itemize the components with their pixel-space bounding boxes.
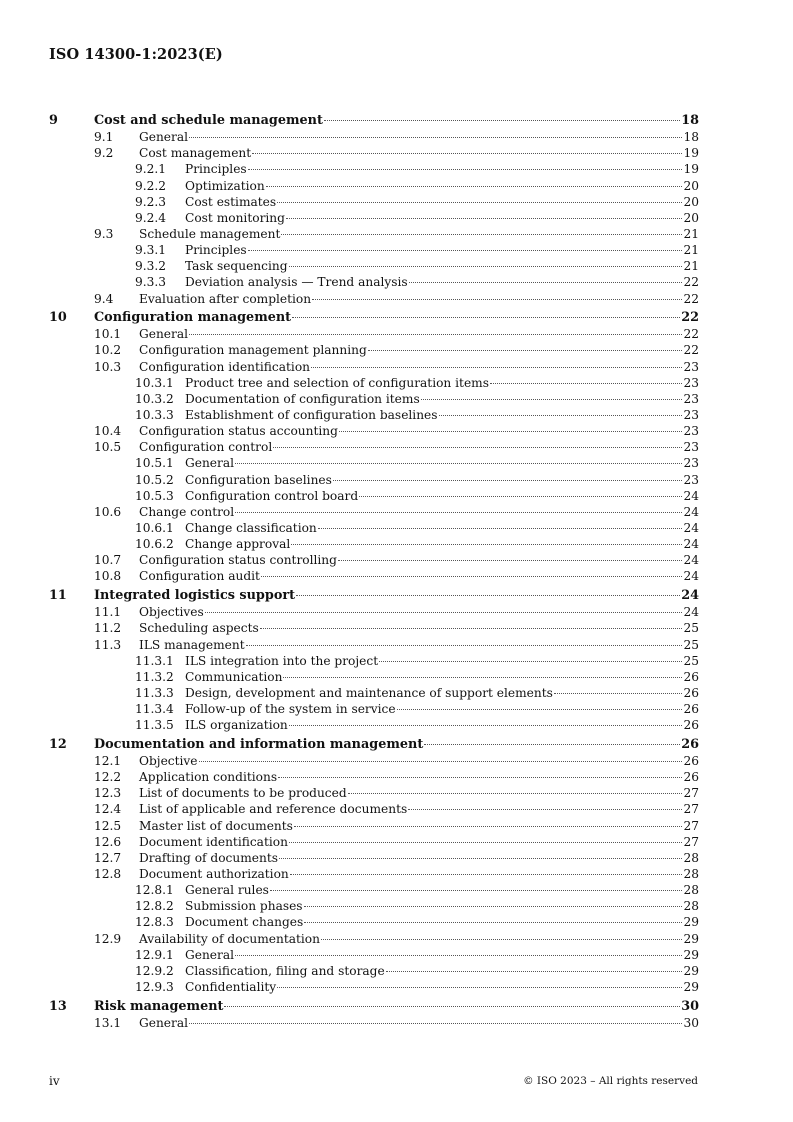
toc-entry-page: 19 [683, 146, 699, 161]
toc-entry-title: Risk management [94, 998, 224, 1014]
toc-entry-page: 29 [683, 963, 699, 978]
toc-entry[interactable] [49, 504, 699, 520]
toc-entry-title: General rules [185, 883, 269, 898]
dot-leader [291, 544, 682, 545]
dot-leader [273, 447, 682, 448]
toc-entry-title: Classification, filing and storage [185, 963, 385, 978]
toc-entry-title: Documentation and information management [94, 736, 424, 752]
toc-entry[interactable] [49, 178, 699, 194]
toc-entry-title: Change control [139, 504, 235, 519]
toc-entry-page: 24 [683, 569, 699, 584]
dot-leader [368, 350, 683, 351]
toc-entry-title: General [185, 456, 234, 471]
toc-entry[interactable] [49, 359, 699, 375]
dot-leader [277, 202, 682, 203]
toc-entry-title: General [139, 327, 188, 342]
toc-entry[interactable] [49, 568, 699, 584]
dot-leader [189, 137, 682, 138]
toc-entry-page: 27 [683, 818, 699, 833]
dot-leader [235, 463, 682, 464]
toc-entry-number: 10.3.3 [135, 408, 174, 423]
toc-entry-page: 23 [683, 359, 699, 374]
toc-entry[interactable] [49, 455, 699, 471]
toc-entry-title: Configuration management planning [139, 343, 367, 358]
dot-leader [290, 874, 683, 875]
dot-leader [338, 560, 683, 561]
dot-leader [292, 317, 680, 318]
toc-chapter-entry[interactable] [49, 999, 699, 1015]
dot-leader [408, 809, 682, 810]
toc-entry-number: 10.5.1 [135, 456, 174, 471]
toc-entry-page: 28 [683, 883, 699, 898]
toc-entry-title: ILS organization [185, 718, 288, 733]
toc-entry-title: List of documents to be produced [139, 786, 347, 801]
toc-entry-title: Evaluation after completion [139, 291, 312, 306]
dot-leader [224, 1006, 680, 1007]
toc-entry-title: Establishment of configuration baselines [185, 408, 438, 423]
toc-entry-page: 19 [683, 162, 699, 177]
toc-entry-number: 9.1 [94, 130, 114, 145]
toc-entry-number: 12.5 [94, 818, 122, 833]
toc-entry-page: 22 [683, 327, 699, 342]
toc-entry-number: 10.1 [94, 327, 122, 342]
toc-entry-title: Submission phases [185, 899, 303, 914]
toc-entry-number: 10.8 [94, 569, 122, 584]
toc-entry-title: Cost and schedule management [94, 113, 323, 128]
toc-entry-title: Configuration identification [139, 359, 310, 374]
toc-entry[interactable] [49, 242, 699, 258]
toc-entry-number: 10.5.3 [135, 488, 174, 503]
toc-entry-title: Design, development and maintenance of support elements [185, 685, 553, 700]
toc-entry-number: 13.1 [94, 1015, 122, 1030]
toc-entry[interactable] [49, 604, 699, 620]
toc-entry-number: 10.6 [94, 504, 122, 519]
dot-leader [554, 693, 683, 694]
toc-entry[interactable] [49, 1015, 699, 1031]
toc-entry-title: Schedule management [139, 226, 281, 241]
toc-entry-number: 12.1 [94, 753, 122, 768]
toc-entry-number: 11.3.3 [135, 685, 174, 700]
dot-leader [189, 334, 682, 335]
toc-entry-number: 11.3.2 [135, 669, 174, 684]
toc-entry-number: 11 [49, 588, 67, 604]
toc-entry-page: 21 [683, 226, 699, 241]
toc-entry-number: 11.3.4 [135, 702, 174, 717]
toc-entry-number: 9.4 [94, 291, 114, 306]
toc-entry-title: Principles [185, 162, 247, 177]
toc-chapter-entry[interactable] [49, 737, 699, 753]
toc-entry[interactable] [49, 785, 699, 801]
toc-entry-page: 21 [683, 259, 699, 274]
toc-entry-number: 12.2 [94, 770, 122, 785]
toc-entry-page: 23 [683, 456, 699, 471]
toc-entry-page: 23 [683, 391, 699, 406]
toc-entry-number: 9.2.4 [135, 210, 167, 225]
dot-leader [339, 431, 683, 432]
toc-entry-page: 26 [683, 753, 699, 768]
dot-leader [281, 234, 682, 235]
toc-entry[interactable] [49, 979, 699, 995]
toc-entry-number: 12.8 [94, 866, 122, 881]
toc-entry-page: 23 [683, 424, 699, 439]
toc-entry-number: 9.3.1 [135, 243, 167, 258]
dot-leader [318, 528, 683, 529]
toc-entry-page: 18 [683, 130, 699, 145]
dot-leader [199, 761, 683, 762]
toc-entry-number: 9.2.1 [135, 162, 167, 177]
dot-leader [189, 1023, 682, 1024]
toc-entry-number: 10.7 [94, 553, 122, 568]
toc-entry[interactable] [49, 536, 699, 552]
toc-entry-page: 28 [683, 899, 699, 914]
toc-entry-number: 12.8.3 [135, 915, 174, 930]
toc-entry-number: 10.3 [94, 359, 122, 374]
toc-entry[interactable] [49, 342, 699, 358]
toc-entry-number: 12.9.2 [135, 963, 174, 978]
toc-entry-title: Objectives [139, 605, 204, 620]
toc-entry-page: 26 [683, 702, 699, 717]
toc-entry-page: 23 [683, 440, 699, 455]
toc-entry-title: Communication [185, 669, 283, 684]
toc-entry-number: 12.6 [94, 834, 122, 849]
toc-entry[interactable] [49, 129, 699, 145]
toc-chapter-entry[interactable] [49, 113, 699, 129]
toc-entry-page: 24 [683, 553, 699, 568]
toc-entry-title: Configuration audit [139, 569, 260, 584]
toc-entry-page: 26 [683, 685, 699, 700]
toc-entry-title: Availability of documentation [139, 931, 320, 946]
toc-entry-page: 23 [683, 408, 699, 423]
toc-entry-number: 12.9.1 [135, 947, 174, 962]
toc-entry[interactable] [49, 898, 699, 914]
toc-entry-title: General [185, 947, 234, 962]
toc-entry-number: 10.5.2 [135, 472, 174, 487]
toc-entry[interactable] [49, 882, 699, 898]
dot-leader [266, 186, 683, 187]
dot-leader [277, 987, 682, 988]
toc-entry[interactable] [49, 226, 699, 242]
dot-leader [279, 858, 682, 859]
toc-entry-page: 25 [683, 637, 699, 652]
toc-entry-page: 20 [683, 178, 699, 193]
toc-entry-title: Confidentiality [185, 979, 277, 994]
toc-entry-number: 10.2 [94, 343, 122, 358]
dot-leader [312, 299, 682, 300]
dot-leader [304, 922, 682, 923]
toc-entry-title: General [139, 130, 188, 145]
toc-entry-title: ILS management [139, 637, 245, 652]
toc-entry-page: 24 [683, 605, 699, 620]
toc-entry[interactable] [49, 326, 699, 342]
copyright-notice: © ISO 2023 – All rights reserved [523, 1075, 698, 1087]
dot-leader [289, 266, 683, 267]
toc-entry-number: 9.2.2 [135, 178, 167, 193]
toc-entry-title: Objective [139, 753, 198, 768]
toc-entry-title: Follow-up of the system in service [185, 702, 396, 717]
toc-entry-page: 22 [681, 310, 699, 326]
dot-leader [439, 415, 683, 416]
toc-entry-page: 27 [683, 834, 699, 849]
toc-entry-number: 9.2 [94, 146, 114, 161]
dot-leader [261, 576, 683, 577]
dot-leader [278, 777, 682, 778]
toc-entry[interactable] [49, 701, 699, 717]
toc-entry-page: 22 [683, 291, 699, 306]
toc-entry-page: 30 [683, 1015, 699, 1030]
toc-entry-page: 26 [683, 718, 699, 733]
toc-entry-title: Configuration status controlling [139, 553, 337, 568]
dot-leader [270, 890, 683, 891]
toc-entry-title: List of applicable and reference documents [139, 802, 408, 817]
toc-entry-page: 29 [683, 915, 699, 930]
dot-leader [359, 496, 682, 497]
toc-entry-number: 9.3 [94, 226, 114, 241]
toc-entry-number: 12 [49, 736, 67, 752]
dot-leader [333, 480, 683, 481]
toc-entry-title: Cost management [139, 146, 252, 161]
toc-entry-page: 23 [683, 375, 699, 390]
toc-entry[interactable] [49, 161, 699, 177]
dot-leader [324, 120, 680, 121]
toc-entry[interactable] [49, 291, 699, 307]
document-id-header: ISO 14300-1:2023(E) [49, 46, 223, 63]
toc-entry-page: 25 [683, 621, 699, 636]
toc-entry[interactable] [49, 552, 699, 568]
toc-entry-number: 12.7 [94, 850, 122, 865]
dot-leader [286, 218, 683, 219]
toc-entry-number: 9.3.2 [135, 259, 167, 274]
dot-leader [235, 512, 682, 513]
toc-entry-number: 11.3.5 [135, 718, 174, 733]
dot-leader [490, 383, 683, 384]
dot-leader [260, 628, 683, 629]
toc-entry[interactable] [49, 801, 699, 817]
toc-entry[interactable] [49, 637, 699, 653]
toc-entry-number: 11.2 [94, 621, 122, 636]
dot-leader [248, 169, 683, 170]
toc-entry-number: 12.8.1 [135, 883, 174, 898]
toc-entry-number: 9 [49, 113, 58, 128]
dot-leader [289, 725, 683, 726]
dot-leader [289, 842, 683, 843]
toc-entry-page: 22 [683, 343, 699, 358]
toc-entry-number: 12.9 [94, 931, 122, 946]
dot-leader [386, 971, 683, 972]
toc-entry-number: 12.8.2 [135, 899, 174, 914]
toc-entry-number: 10 [49, 310, 67, 326]
dot-leader [348, 793, 683, 794]
toc-entry-number: 10.5 [94, 440, 122, 455]
dot-leader [421, 399, 683, 400]
toc-entry-title: Cost estimates [185, 194, 277, 209]
toc-entry-number: 12.4 [94, 802, 122, 817]
dot-leader [424, 744, 680, 745]
toc-entry-page: 30 [681, 998, 699, 1014]
dot-leader [321, 939, 683, 940]
toc-entry-number: 10.6.1 [135, 521, 174, 536]
toc-entry-page: 28 [683, 850, 699, 865]
toc-entry-title: Scheduling aspects [139, 621, 259, 636]
toc-entry-title: Drafting of documents [139, 850, 279, 865]
page-number: iv [49, 1074, 60, 1088]
toc-entry[interactable] [49, 753, 699, 769]
toc-entry-page: 28 [683, 866, 699, 881]
toc-entry-title: General [139, 1015, 188, 1030]
toc-entry[interactable] [49, 769, 699, 785]
toc-entry[interactable] [49, 914, 699, 930]
dot-leader [304, 906, 683, 907]
table-of-contents [49, 113, 699, 1031]
toc-entry[interactable] [49, 685, 699, 701]
toc-entry-title: Master list of documents [139, 818, 293, 833]
toc-entry-title: Change classification [185, 521, 317, 536]
toc-entry-number: 9.3.3 [135, 275, 167, 290]
dot-leader [379, 661, 682, 662]
toc-entry-page: 24 [683, 537, 699, 552]
toc-entry-title: ILS integration into the project [185, 653, 379, 668]
toc-entry[interactable] [49, 423, 699, 439]
toc-entry-title: Document authorization [139, 866, 289, 881]
toc-entry-number: 9.2.3 [135, 194, 167, 209]
toc-entry[interactable] [49, 931, 699, 947]
dot-leader [252, 153, 682, 154]
toc-entry-page: 26 [681, 736, 699, 752]
toc-entry[interactable] [49, 488, 699, 504]
toc-entry-page: 23 [683, 472, 699, 487]
toc-entry[interactable] [49, 947, 699, 963]
toc-entry-page: 26 [683, 669, 699, 684]
toc-entry[interactable] [49, 258, 699, 274]
toc-entry-title: Product tree and selection of configuration items [185, 375, 489, 390]
toc-entry-number: 12.9.3 [135, 979, 174, 994]
toc-entry[interactable] [49, 850, 699, 866]
toc-entry[interactable] [49, 818, 699, 834]
dot-leader [246, 645, 683, 646]
toc-entry-title: Configuration baselines [185, 472, 332, 487]
toc-chapter-entry[interactable] [49, 310, 699, 326]
toc-entry-title: Optimization [185, 178, 265, 193]
toc-entry[interactable] [49, 669, 699, 685]
toc-entry-number: 13 [49, 998, 67, 1014]
toc-entry-title: Deviation analysis — Trend analysis [185, 275, 408, 290]
dot-leader [311, 367, 682, 368]
toc-entry[interactable] [49, 717, 699, 733]
toc-entry[interactable] [49, 963, 699, 979]
toc-entry-number: 11.3.1 [135, 653, 174, 668]
toc-entry[interactable] [49, 520, 699, 536]
toc-entry[interactable] [49, 866, 699, 882]
toc-entry-page: 20 [683, 210, 699, 225]
toc-entry-page: 24 [683, 488, 699, 503]
dot-leader [283, 677, 682, 678]
toc-entry-title: Document identification [139, 834, 288, 849]
toc-entry[interactable] [49, 439, 699, 455]
dot-leader [205, 612, 683, 613]
toc-entry-page: 21 [683, 243, 699, 258]
toc-entry[interactable] [49, 391, 699, 407]
toc-entry-title: Document changes [185, 915, 304, 930]
toc-entry-page: 20 [683, 194, 699, 209]
toc-entry-title: Configuration management [94, 310, 292, 326]
toc-entry-number: 11.1 [94, 605, 122, 620]
toc-entry[interactable] [49, 472, 699, 488]
toc-entry-title: Task sequencing [185, 259, 288, 274]
toc-entry[interactable] [49, 210, 699, 226]
toc-entry-page: 18 [681, 113, 699, 128]
toc-entry-number: 10.6.2 [135, 537, 174, 552]
toc-entry-page: 26 [683, 770, 699, 785]
toc-entry-title: Principles [185, 243, 247, 258]
toc-entry[interactable] [49, 375, 699, 391]
toc-entry-title: Configuration status accounting [139, 424, 338, 439]
toc-entry-title: Configuration control [139, 440, 273, 455]
toc-entry[interactable] [49, 194, 699, 210]
dot-leader [235, 955, 682, 956]
toc-entry[interactable] [49, 620, 699, 636]
toc-entry-number: 10.3.1 [135, 375, 174, 390]
toc-entry-page: 25 [683, 653, 699, 668]
toc-entry-page: 24 [683, 521, 699, 536]
toc-entry-page: 27 [683, 786, 699, 801]
toc-entry-title: Configuration control board [185, 488, 359, 503]
toc-entry-number: 11.3 [94, 637, 122, 652]
toc-entry-title: Cost monitoring [185, 210, 285, 225]
toc-chapter-entry[interactable] [49, 588, 699, 604]
toc-entry[interactable] [49, 653, 699, 669]
toc-entry[interactable] [49, 145, 699, 161]
toc-entry[interactable] [49, 407, 699, 423]
toc-entry-number: 10.3.2 [135, 391, 174, 406]
toc-entry-page: 29 [683, 931, 699, 946]
dot-leader [296, 595, 680, 596]
toc-entry-title: Application conditions [139, 770, 278, 785]
toc-entry-title: Integrated logistics support [94, 588, 296, 604]
toc-entry[interactable] [49, 274, 699, 290]
toc-entry-title: Documentation of configuration items [185, 391, 420, 406]
toc-entry[interactable] [49, 834, 699, 850]
toc-entry-page: 24 [683, 504, 699, 519]
toc-entry-title: Change approval [185, 537, 291, 552]
toc-entry-page: 29 [683, 979, 699, 994]
toc-entry-number: 10.4 [94, 424, 122, 439]
dot-leader [409, 282, 683, 283]
toc-entry-page: 24 [681, 588, 699, 604]
toc-entry-page: 22 [683, 275, 699, 290]
dot-leader [294, 826, 683, 827]
dot-leader [397, 709, 683, 710]
dot-leader [248, 250, 683, 251]
toc-entry-page: 29 [683, 947, 699, 962]
toc-entry-page: 27 [683, 802, 699, 817]
toc-entry-number: 12.3 [94, 786, 122, 801]
